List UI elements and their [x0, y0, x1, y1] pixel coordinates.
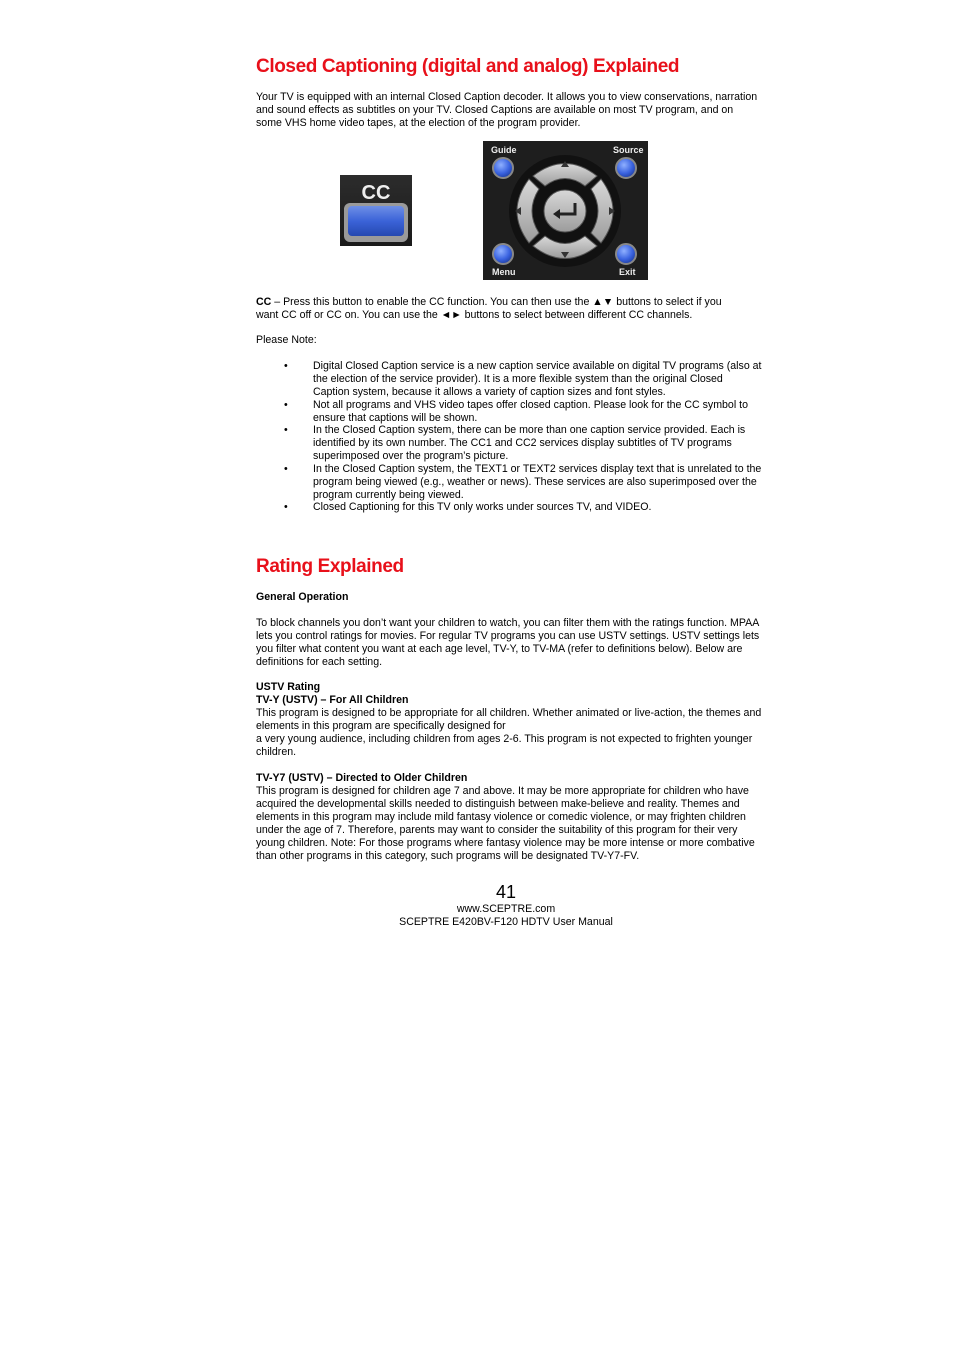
footer-website: www.SCEPTRE.com	[456, 903, 556, 915]
bullet-marker: •	[284, 360, 288, 372]
tv-y-heading: TV-Y (USTV) – For All Children	[256, 694, 409, 706]
section-title-closed-captioning: Closed Captioning (digital and analog) Explained	[256, 56, 680, 77]
tv-y-text-a: This program is designed to be appropriate for all children. Whether animated or live-action, the themes and elements in this program are specifically designed for	[256, 707, 762, 732]
tv-y7-heading: TV-Y7 (USTV) – Directed to Older Children	[256, 772, 468, 784]
general-operation-heading: General Operation	[256, 591, 349, 603]
remote-navigation-image	[483, 141, 648, 280]
bullet-marker: •	[284, 424, 288, 436]
cc-button-image	[340, 175, 412, 246]
source-label: Source	[613, 145, 644, 155]
tv-y-text-b: a very young audience, including children from ages 2-6. This program is not expected to frighten younger children.	[256, 733, 753, 758]
bullet-text: In the Closed Caption system, the TEXT1 or TEXT2 services display text that is unrelated to the program being viewed (e.g., weather or news). These services are also superimposed over the program currently being viewed.	[313, 463, 762, 501]
footer-manual-title: SCEPTRE E420BV-F120 HDTV User Manual	[399, 916, 613, 928]
guide-label: Guide	[491, 145, 517, 155]
bullet-text: Closed Captioning for this TV only works under sources TV, and VIDEO.	[313, 501, 652, 513]
bullet-text: Not all programs and VHS video tapes offer closed caption. Please look for the CC symbol to ensure that captions will be shown.	[313, 399, 748, 424]
general-operation-text: To block channels you don’t want your children to watch, you can filter them with the ratings function. MPAA lets you control ratings for movies. For regular TV programs you can use USTV settings. USTV settings lets you filter what content you want at each age level, TV-Y, to TV-MA (refer to definitions below). Below are definitions for each setting.	[256, 617, 760, 668]
cc-term: CC	[256, 296, 272, 308]
cc-button-label: CC	[361, 182, 391, 204]
bullet-marker: •	[284, 399, 288, 411]
bullet-marker: •	[284, 463, 288, 475]
ustv-rating-heading: USTV Rating	[256, 681, 321, 693]
cc-desc-line2: want CC off or CC on. You can use the ◄► buttons to select between different CC channels.	[256, 308, 693, 321]
bullet-marker: •	[284, 501, 288, 513]
section-title-rating: Rating Explained	[256, 556, 404, 577]
bullet-text: Digital Closed Caption service is a new caption service available on digital TV programs (also at the election of the service provider). It is a more flexible system than the original Closed Caption system, because it allows a variety of caption sizes and font styles.	[313, 360, 762, 398]
cc-description	[256, 296, 762, 322]
bullet-text: In the Closed Caption system, there can be more than one caption service provided. Each is identified by its own number. The CC1 and CC2 services display subtitles of TV programs superimposed over the program’s picture.	[313, 424, 746, 462]
intro-paragraph: Your TV is equipped with an internal Closed Caption decoder. It allows you to view conservations, narration and sound effects as subtitles on your TV. Closed Captions are available on most TV program, and on some VHS home video tapes, at the election of the program provider.	[256, 91, 758, 129]
menu-label: Menu	[492, 267, 516, 277]
exit-label: Exit	[619, 267, 636, 277]
tv-y7-text: This program is designed for children age 7 and above. It may be more appropriate for children who have acquired the developmental skills needed to distinguish between make-believe and reality. Themes and elements in this program may include mild fantasy violence or comedic violence, or may frighten children under the age of 7. Therefore, parents may want to consider the suitability of this program for their very young children. Note: For those programs where fantasy violence may be more intense or more combative than other programs in this category, such programs will be designated TV-Y7-FV.	[256, 785, 755, 862]
page-number: 41	[495, 882, 517, 902]
cc-desc-line1: – Press this button to enable the CC function. You can then use the ▲▼ buttons to select if you	[271, 296, 722, 308]
please-note: Please Note:	[256, 334, 317, 346]
